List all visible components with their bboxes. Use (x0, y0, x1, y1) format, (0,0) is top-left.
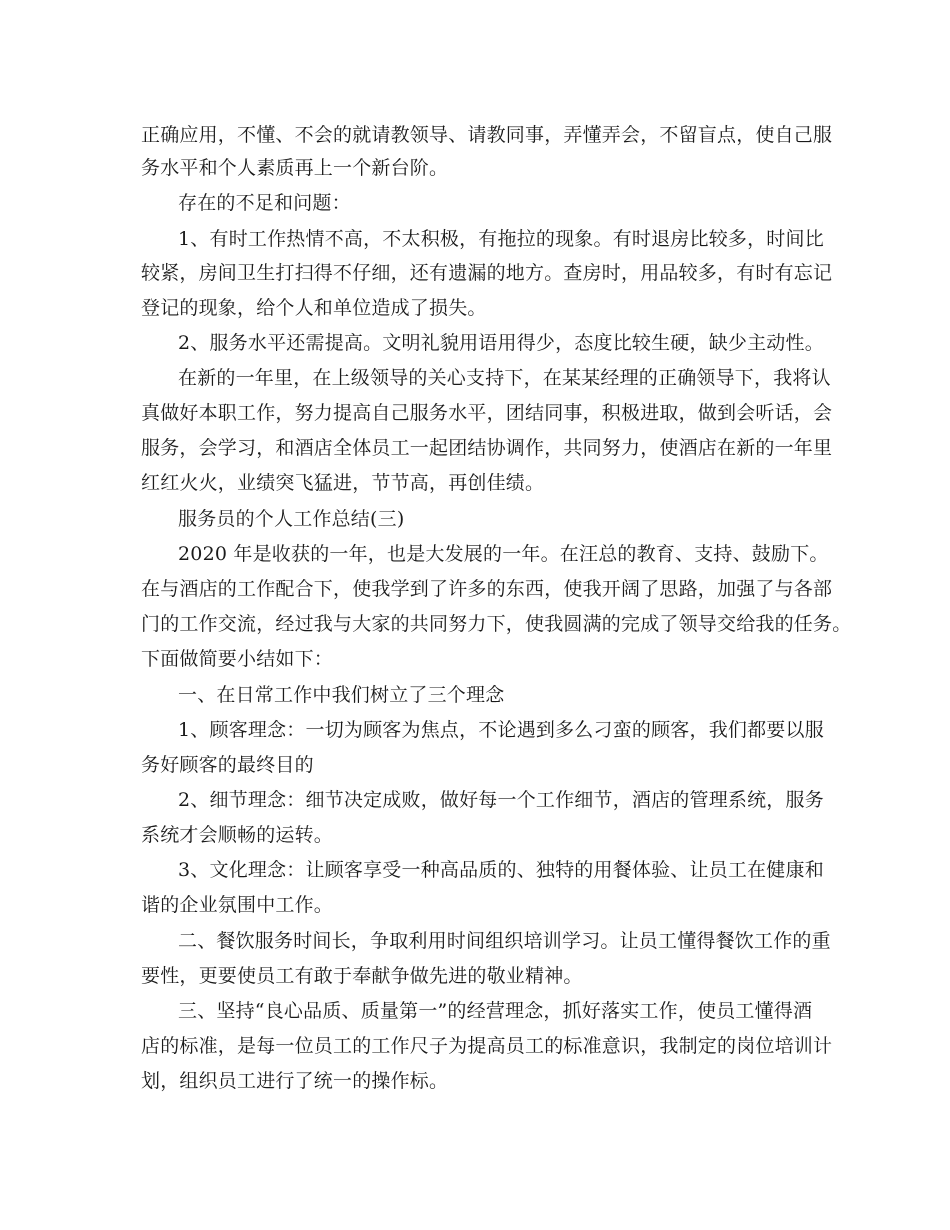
text-line: 要性，更要使员工有敢于奉献争做先进的敬业精神。 (141, 965, 583, 987)
section-heading: 存在的不足和问题： (178, 192, 351, 214)
text-line: 正确应用，不懂、不会的就请教领导、请教同事，弄懂弄会，不留盲点，使自己服 (141, 124, 833, 146)
section-heading: 一、在日常工作中我们树立了三个理念 (178, 684, 505, 706)
text-line: 服务，会学习，和酒店全体员工一起团结协调作，共同努力，使酒店在新的一年里 (141, 437, 833, 459)
text-line: 3、文化理念：让顾客享受一种高品质的、独特的用餐体验、让员工在健康和 (178, 859, 824, 881)
text-line: 下面做简要小结如下： (141, 648, 334, 670)
text-line: 真做好本职工作，努力提高自己服务水平，团结同事，积极进取，做到会听话，会 (141, 402, 833, 424)
text-line: 2、细节理念：细节决定成败，做好每一个工作细节，酒店的管理系统，服务 (178, 789, 824, 811)
text-line: 2020 年是收获的一年，也是大发展的一年。在汪总的教育、支持、鼓励下。 (178, 543, 829, 565)
text-line: 店的标准，是每一位员工的工作尺子为提高员工的标准意识，我制定的岗位培训计 (141, 1035, 833, 1057)
text-line: 2、服务水平还需提高。文明礼貌用语用得少，态度比较生硬，缺少主动性。 (178, 332, 824, 354)
text-line: 在与酒店的工作配合下，使我学到了许多的东西，使我开阔了思路，加强了与各部 (141, 578, 833, 600)
text-line: 1、有时工作热情不高，不太积极，有拖拉的现象。有时退房比较多，时间比 (178, 228, 824, 250)
text-line: 较紧，房间卫生打扫得不仔细，还有遗漏的地方。查房时，用品较多，有时有忘记 (141, 262, 833, 284)
text-line: 三、坚持“良心品质、质量第一”的经营理念，抓好落实工作，使员工懂得酒 (178, 1000, 813, 1022)
text-line: 在新的一年里，在上级领导的关心支持下，在某某经理的正确领导下，我将认 (178, 367, 831, 389)
text-line: 1、顾客理念：一切为顾客为焦点，不论遇到多么刁蛮的顾客，我们都要以服 (178, 719, 824, 741)
text-line: 系统才会顺畅的运转。 (141, 824, 334, 846)
text-line: 划，组织员工进行了统一的操作标。 (141, 1070, 449, 1092)
text-line: 谐的企业氛围中工作。 (141, 894, 334, 916)
text-line: 红红火火，业绩突飞猛进，节节高，再创佳绩。 (141, 472, 545, 494)
text-line: 登记的现象，给个人和单位造成了损失。 (141, 297, 487, 319)
section-title: 服务员的个人工作总结(三) (178, 508, 405, 530)
text-line: 务水平和个人素质再上一个新台阶。 (141, 157, 449, 179)
text-line: 务好顾客的最终目的 (141, 754, 314, 776)
text-line: 门的工作交流，经过我与大家的共同努力下，使我圆满的完成了领导交给我的任务。 (141, 613, 852, 635)
text-line: 二、餐饮服务时间长，争取利用时间组织培训学习。让员工懂得餐饮工作的重 (178, 930, 831, 952)
